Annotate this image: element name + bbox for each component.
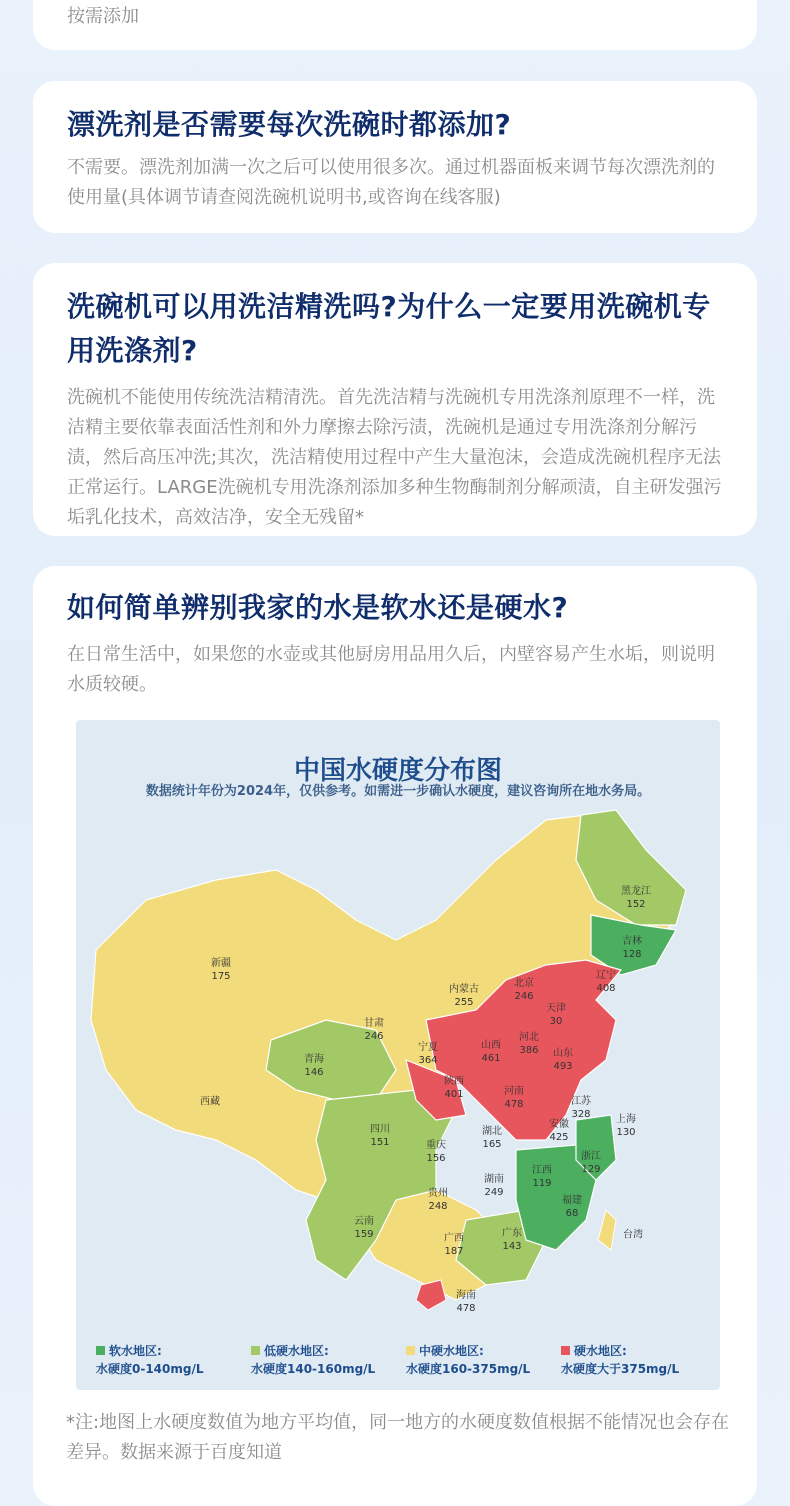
province-label: 上海 130 [616, 1114, 636, 1138]
china-map-shape [76, 720, 720, 1390]
province-label: 内蒙古 255 [449, 984, 479, 1008]
province-label: 新疆 175 [211, 958, 231, 982]
province-label: 重庆 156 [426, 1140, 446, 1164]
province-label: 河北 386 [519, 1032, 539, 1056]
water-hardness-map [76, 720, 720, 1390]
province-label: 浙江 129 [581, 1151, 601, 1175]
province-label: 辽宁 408 [596, 970, 616, 994]
province-label: 福建 68 [562, 1195, 582, 1219]
legend-item-medium: 中硬水地区: 水硬度160-375mg/L [406, 1344, 531, 1376]
province-label: 台湾 [623, 1229, 643, 1241]
province-label: 湖南 249 [484, 1174, 504, 1198]
legend-swatch [406, 1346, 415, 1355]
province-label: 云南 159 [354, 1216, 374, 1240]
faq-question: 漂洗剂是否需要每次洗碗时都添加? [67, 108, 512, 141]
province-label: 吉林 128 [622, 936, 642, 960]
province-label: 甘肃 246 [364, 1018, 384, 1042]
province-label: 陕西 401 [444, 1076, 464, 1100]
legend-swatch [96, 1346, 105, 1355]
province-label: 天津 30 [546, 1003, 566, 1027]
faq-answer: 不需要。漂洗剂加满一次之后可以使用很多次。通过机器面板来调节每次漂洗剂的使用量(具体调节请查阅洗碗机说明书,或咨询在线客服) [67, 157, 715, 208]
faq-card-1 [33, 0, 757, 50]
province-label: 湖北 165 [482, 1126, 502, 1150]
province-label: 山东 493 [553, 1048, 573, 1072]
faq-answer: 洗碗机不能使用传统洗洁精清洗。首先洗洁精与洗碗机专用洗涤剂原理不一样，洗洁精主要依靠表面活性剂和外力摩擦去除污渍，洗碗机是通过专用洗涤剂分解污渍，然后高压冲洗;其次，洗洁精使用过程中产生大量泡沫，会造成洗碗机程序无法正常运行。LARGE洗碗机专用洗涤剂添加多种生物酶制剂分解顽渍，自主研发强污垢乳化技术，高效洁净，安全无残留* [67, 387, 722, 528]
province-label: 贵州 248 [428, 1188, 448, 1212]
faq-question: 洗碗机可以用洗洁精洗吗?为什么一定要用洗碗机专用洗涤剂? [67, 290, 711, 367]
province-label: 广东 143 [502, 1228, 522, 1252]
legend-item-low: 低硬水地区: 水硬度140-160mg/L [251, 1344, 376, 1376]
province-label: 北京 246 [514, 978, 534, 1002]
faq-answer: 按需添加 [67, 6, 139, 27]
province-label: 宁夏 364 [418, 1042, 438, 1066]
legend-swatch [561, 1346, 570, 1355]
legend-item-soft: 软水地区: 水硬度0-140mg/L [96, 1344, 204, 1376]
map-title: 中国水硬度分布图 [293, 756, 502, 786]
hainan-shape [416, 1280, 446, 1310]
province-label: 广西 187 [444, 1233, 464, 1257]
province-label: 四川 151 [370, 1124, 390, 1148]
map-subtitle: 数据统计年份为2024年，仅供参考。如需进一步确认水硬度，建议咨询所在地水务局。 [145, 784, 651, 799]
province-label: 青海 146 [304, 1054, 324, 1078]
legend-swatch [251, 1346, 260, 1355]
province-label: 安徽 425 [549, 1119, 569, 1143]
province-label: 河南 478 [504, 1086, 524, 1110]
province-label: 山西 461 [481, 1040, 501, 1064]
province-label: 黑龙江 152 [621, 886, 651, 910]
taiwan-shape [598, 1210, 616, 1250]
legend-item-hard: 硬水地区: 水硬度大于375mg/L [561, 1344, 680, 1376]
province-label: 海南 478 [456, 1290, 476, 1314]
faq-card-2 [33, 81, 757, 233]
footnote: *注:地图上水硬度数值为地方平均值，同一地方的水硬度数值根据不能情况也会存在差异。数据来源于百度知道 [66, 1412, 730, 1463]
faq-answer: 在日常生活中，如果您的水壶或其他厨房用品用久后，内壁容易产生水垢，则说明水质较硬。 [67, 644, 715, 695]
province-label: 江苏 328 [571, 1096, 591, 1120]
province-label: 西藏 [200, 1096, 220, 1108]
province-label: 江西 119 [532, 1165, 552, 1189]
faq-card-3 [33, 263, 757, 536]
faq-question: 如何简单辨别我家的水是软水还是硬水? [67, 591, 569, 624]
